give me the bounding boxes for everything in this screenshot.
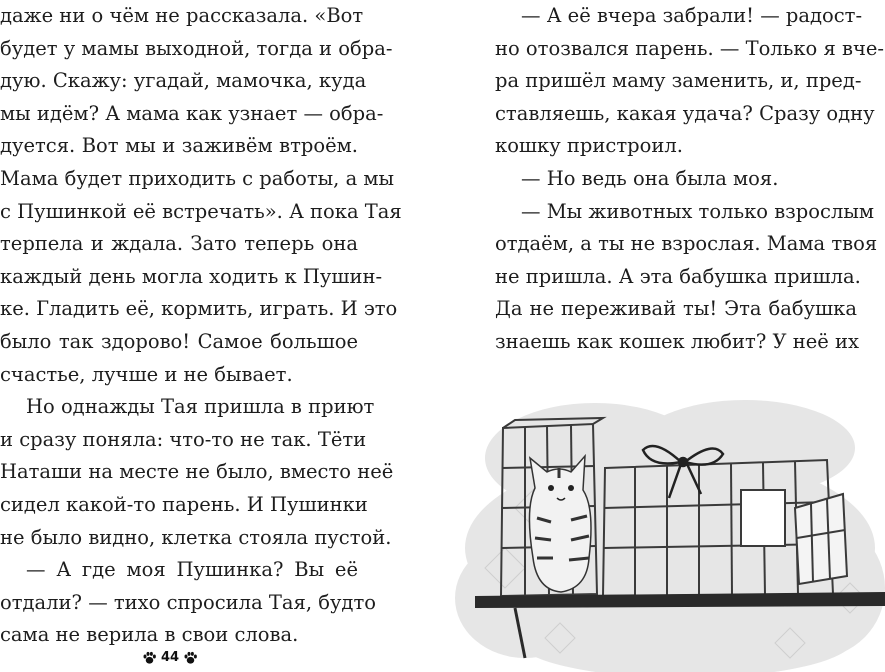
paragraph <box>0 391 394 554</box>
text-line: Мама будет приходить с работы, а мы <box>0 166 395 190</box>
paragraph <box>495 196 878 359</box>
paw-print-icon <box>142 651 157 665</box>
text-line: ра пришёл маму заменить, и, пред- <box>495 69 862 93</box>
text-line: и сразу поняла: что-то не так. Тёти <box>0 427 367 451</box>
paragraph <box>0 554 376 652</box>
text-line: мы идём? А мама как узнает — обра- <box>0 101 384 125</box>
text-line: ставляешь, какая удача? Сразу одну <box>495 101 875 125</box>
text-line: даже ни о чём не рассказала. «Вот <box>0 4 364 27</box>
paragraph <box>495 163 857 196</box>
text-line: но отозвался парень. — Только я вче- <box>495 36 884 60</box>
text-line: счастье, лучше и не бывает. <box>0 362 293 386</box>
text-line: дуется. Вот мы и заживём втроём. <box>0 134 358 158</box>
text-line: не пришла. А эта бабушка пришла. <box>495 264 861 288</box>
text-line: Но однажды Тая пришла в приют <box>26 395 375 419</box>
paw-print-icon <box>183 651 198 665</box>
text-line: отдали? — тихо спросила Тая, будто <box>0 590 376 614</box>
text-line: кошку пристроил. <box>495 134 683 158</box>
text-line: знаешь как кошек любит? У неё их <box>495 329 860 353</box>
text-line: дую. Скажу: угадай, мамочка, куда <box>0 69 367 93</box>
text-line: Да не переживай ты! Эта бабушка <box>495 297 857 321</box>
text-line: ке. Гладить её, кормить, играть. И это <box>0 297 398 321</box>
paragraph <box>495 0 884 163</box>
text-line: — А где моя Пушинка? Вы её <box>26 558 358 582</box>
paragraph <box>0 0 402 391</box>
left-column <box>0 0 402 652</box>
text-line: — А её вчера забрали! — радост- <box>521 4 863 27</box>
text-line: сама не верила в свои слова. <box>0 623 299 647</box>
text-line: отдаём, а ты не взрослая. Мама твоя <box>495 232 878 256</box>
striped-cat <box>529 456 591 592</box>
text-line: — Но ведь она была моя. <box>521 166 779 190</box>
page-folio <box>142 650 198 665</box>
text-line: с Пушинкой её встречать». А пока Тая <box>0 199 402 223</box>
text-line: каждый день могла ходить к Пушин- <box>0 264 383 288</box>
text-line: не было видно, клетка стояла пустой. <box>0 525 392 549</box>
text-line: — Мы животных только взрослым <box>521 199 875 223</box>
text-line: терпела и ждала. Зато теперь она <box>0 232 358 256</box>
text-line: Наташи на месте не было, вместо неё <box>0 460 394 484</box>
text-line: будет у мамы выходной, тогда и обра- <box>0 36 393 60</box>
text-line: было так здорово! Самое большое <box>0 329 358 353</box>
cat-in-cage-illustration <box>455 398 885 672</box>
right-column <box>495 0 884 359</box>
page-number: 44 <box>161 650 180 665</box>
text-line: сидел какой-то парень. И Пушинки <box>0 492 368 516</box>
